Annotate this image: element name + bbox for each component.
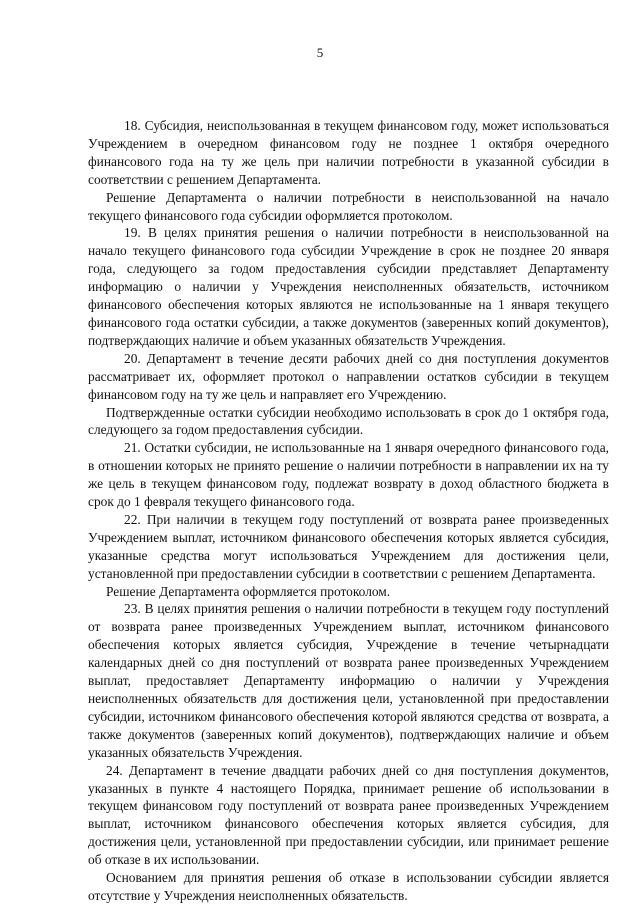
paragraph-18 — [88, 117, 609, 189]
paragraph-24 — [88, 762, 609, 869]
paragraph-24-grounds — [88, 869, 609, 905]
paragraph-number: 23. — [124, 601, 141, 617]
paragraph-text: Подтвержденные остатки субсидии необходимо использовать в срок до 1 октября года, следующего за годом предоставления субсидии. — [88, 404, 609, 438]
paragraph-number: 22. — [124, 511, 141, 527]
paragraph-number: 20. — [124, 350, 141, 366]
paragraph-text: Решение Департамента оформляется протоколом. — [106, 583, 391, 599]
paragraph-number: 21. — [124, 440, 141, 456]
paragraph-20 — [88, 350, 609, 404]
paragraph-text: Основанием для принятия решения об отказе в использовании субсидии является отсутствие у Учреждения неисполненных обязательств. — [88, 870, 609, 903]
paragraph-text: В целях принятия решения о наличии потребности в текущем году поступлений от возврата ранее произведенных Учреждением выплат, источником финансового обеспечения которых является субсидия, Учреждение в течение четырнадцати календарных дней со дня поступлений от возврата ранее произведенных Учреждением выплат, предоставляет Департаменту информацию о наличии у Учреждения неисполненных обязательств для достижения цели, установленной при предоставлении субсидии, источником финансового обеспечения которой являются средства от возврата, а также документов (заверенных копий документов), подтверждающих наличие и объем указанных обязательств Учреждения. — [88, 601, 609, 760]
paragraph-text: Субсидия, неиспользованная в текущем финансовом году, может использоваться Учреждением в очередном финансовом году не позднее 1 октября очередного финансового года на ту же цель при наличии потребности в указанной субсидии в соответствии с решением Департамента. — [88, 118, 609, 187]
paragraph-text: Департамент в течение десяти рабочих дней со дня поступления документов рассматривает их, оформляет протокол о направлении остатков субсидии в текущем финансовом году на ту же цель и направляет его Учреждению. — [88, 350, 609, 402]
paragraph-text: 24. Департамент в течение двадцати рабочих дней со дня поступления документов, указанных в пункте 4 настоящего Порядка, принимает решение об использовании в текущем финансовом году поступлений от возврата ранее произведенных Учреждением выплат, источником финансового обеспечения которых является субсидия, для достижения цели, установленной при предоставлении субсидии, или принимает решение об отказе в их использовании. — [88, 762, 609, 868]
paragraph-18-decision — [88, 189, 609, 225]
paragraph-20-remainders — [88, 404, 609, 440]
paragraph-22-decision — [88, 583, 609, 601]
paragraph-21 — [88, 439, 609, 511]
paragraph-text: При наличии в текущем году поступлений от возврата ранее произведенных Учреждением выплат, источником финансового обеспечения которых является субсидия, указанные средства могут использоваться Учреждением для достижения цели, установленной при предоставлении субсидии в соответствии с решением Департамента. — [88, 511, 609, 581]
paragraph-text: Решение Департамента о наличии потребности в неиспользованной на начало текущего финансового года субсидии оформляется протоколом. — [88, 189, 609, 223]
paragraph-23 — [88, 600, 609, 761]
paragraph-text: В целях принятия решения о наличии потребности в неиспользованной на начало текущего финансового года субсидии Учреждение в срок не позднее 20 января года, следующего за годом предоставления субсидии представляет Департаменту информацию о наличии у Учреждения неисполненных обязательств, источником финансового обеспечения которых являются не использованные на 1 января текущего финансового года остатки субсидии, а также документов (заверенных копий документов), подтверждающих наличие и объем указанных обязательств Учреждения. — [88, 225, 609, 348]
paragraph-number: 19. — [124, 225, 141, 241]
paragraph-22 — [88, 511, 609, 583]
paragraph-number: 18. — [124, 118, 141, 133]
document-body — [88, 117, 609, 905]
paragraph-text: Остатки субсидии, не использованные на 1 января очередного финансового года, в отношении которых не принято решение о наличии потребности в направлении их на ту же цель в текущем финансовом году, подлежат возврату в доход областного бюджета в срок до 1 февраля текущего финансового года. — [88, 440, 609, 510]
page-number: 5 — [316, 45, 324, 60]
paragraph-19 — [88, 224, 609, 349]
